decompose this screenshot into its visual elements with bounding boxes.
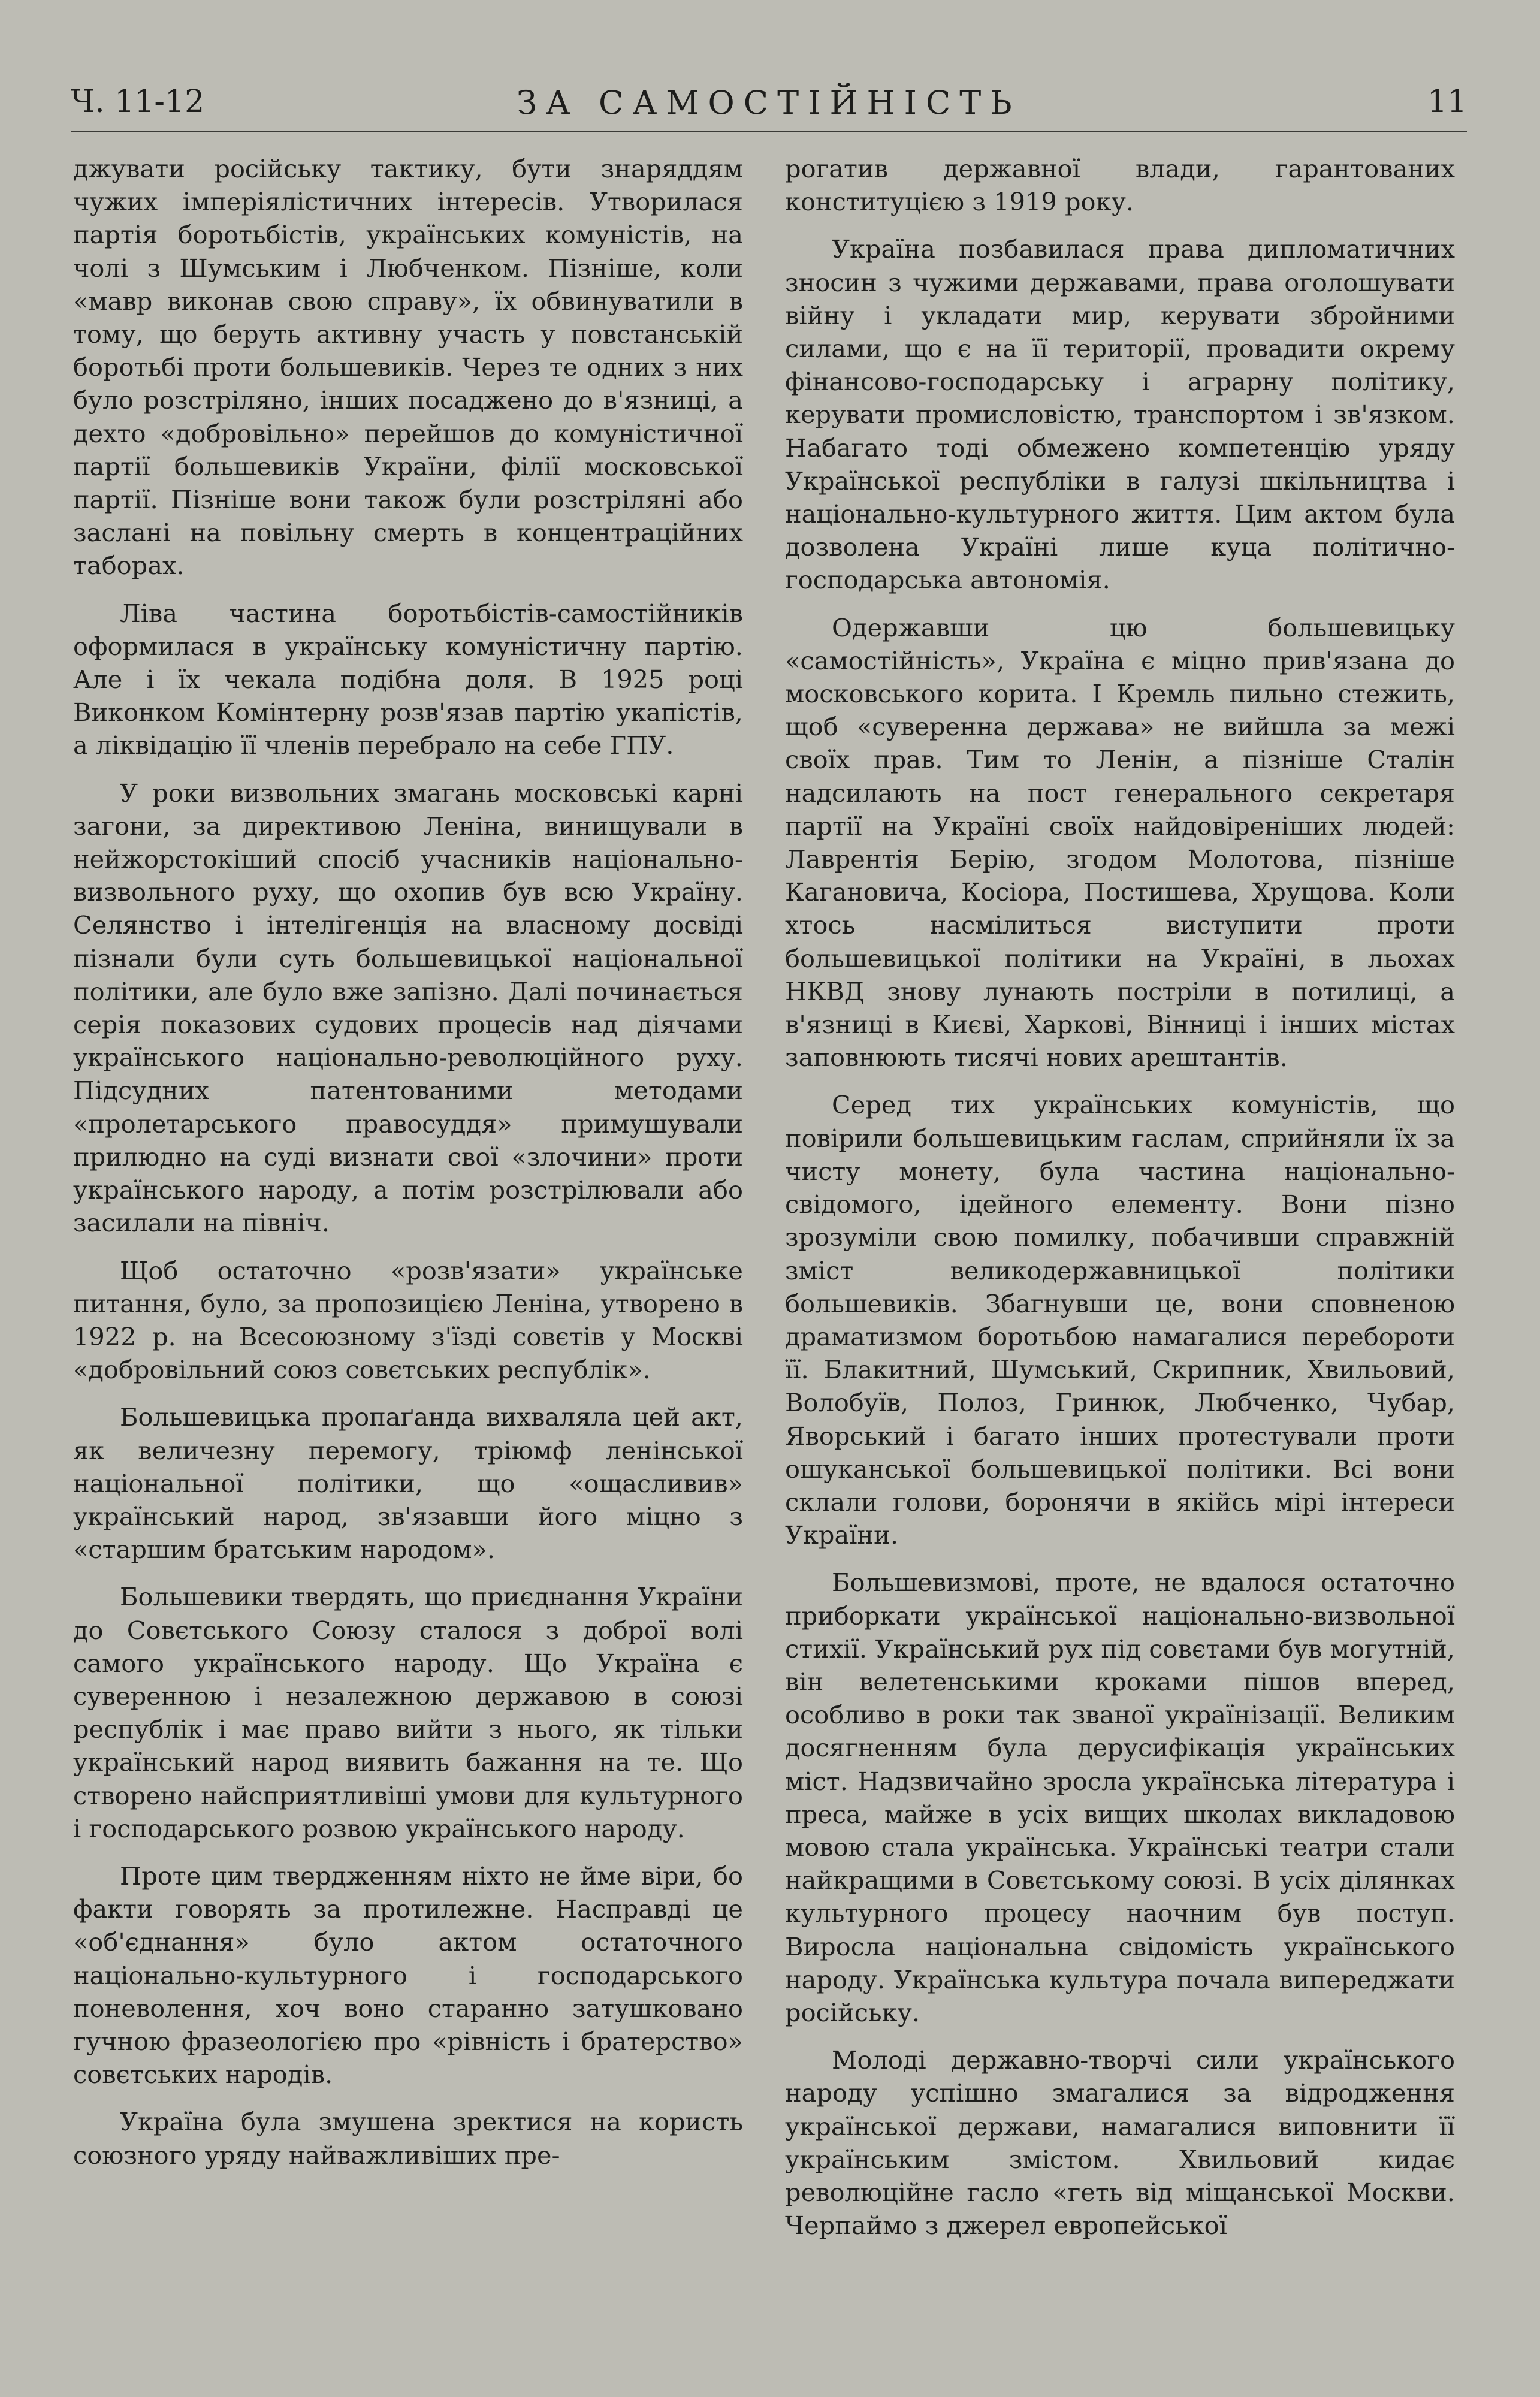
paragraph: Большевики твердять, що приєднання України до Совєтського Союзу сталося з доброї волі самого українського народу. Що Україна є суверенною і незалежною державою в союзі республік і має право вийти з нього, як тільки український народ виявить бажання на те. Що створено найсприятливіші умови для культурного і господарського розвою українського народу. <box>73 1582 743 1843</box>
paragraph: Ліва частина боротьбістів-самостійників оформилася в українську комуністичну партію. Але і їх чекала подібна доля. В 1925 році Виконком Комінтерну розв'язав партію укапістів, а ліквідацію її членів перебрало на себе ГПУ. <box>73 598 743 760</box>
left-column <box>73 152 743 2186</box>
header-rule <box>71 131 1467 132</box>
journal-title: ЗА САМОСТІЙНІСТЬ <box>517 84 1021 122</box>
paragraph: Україна була змушена зректися на користь союзного уряду найважливіших пре- <box>73 2107 743 2170</box>
paragraph: Україна позбавилася права дипломатичних зносин з чужими державами, права оголошувати війну і укладати мир, керувати збройними силами, що є на її території, провадити окрему фінансово-господарську і аграрну політику, керувати промисловістю, транспортом і зв'язком. Набагато тоді обмежено компетенцію уряду Української республіки в галузі шкільництва і національно-культурного життя. Цим актом була дозволена Україні лише куца політично-господарська автономія. <box>785 234 1455 595</box>
issue-number: Ч. 11-12 <box>71 84 205 120</box>
paragraph: Молоді державно-творчі сили українського народу успішно змагалися за відродження української держави, намагалися виповнити її українським змістом. Хвильовий кидає революційне гасло «геть від міщанської Москви. Черпаймо з джерел европейської <box>785 2045 1455 2241</box>
paragraph: Большевицька пропаґанда вихваляла цей акт, як величезну перемогу, тріюмф ленінської національної політики, що «ощасливив» український народ, зв'язавши його міцно з «старшим братським народом». <box>73 1402 743 1565</box>
paragraph: Одержавши цю большевицьку «самостійність», Україна є міцно прив'язана до московського корита. І Кремль пильно стежить, щоб «суверенна держава» не вийшла за межі своїх прав. Тим то Ленін, а пізніше Сталін надсилають на пост генерального секретаря партії на Україні своїх найдовіреніших людей: Лаврентія Берію, згодом Молотова, пізніше Кагановича, Косіора, Постишева, Хрущова. Коли хтось насмілиться виступити проти большевицької політики на Україні, в льохах НКВД знову лунають постріли в потилиці, а в'язниці в Києві, Харкові, Вінниці і інших містах заповнюють тисячі нових арештантів. <box>785 612 1455 1073</box>
paragraph: Серед тих українських комуністів, що повірили большевицьким гаслам, сприйняли їх за чисту монету, була частина національно-свідомого, ідейного елементу. Вони пізно зрозуміли свою помилку, побачивши справжній зміст великодержавницької політики большевиків. Збагнувши це, вони сповненою драматизмом боротьбою намагалися перебороти її. Блакитний, Шумський, Скрипник, Хвильовий, Волобуїв, Полоз, Гринюк, Любченко, Чубар, Яворський і багато інших протестували проти ошуканської большевицької політики. Всі вони склали голови, боронячи в якійсь мірі інтереси України. <box>785 1090 1455 1550</box>
page-header <box>71 84 1467 126</box>
paragraph: Проте цим твердженням ніхто не йме віри, бо факти говорять за протилежне. Насправді це «об'єднання» було актом остаточного національно-культурного і господарського поневолення, хоч воно старанно затушковано гучною фразеологією про «рівність і братерство» совєтських народів. <box>73 1861 743 2090</box>
paragraph: У роки визвольних змагань московські карні загони, за директивою Леніна, винищували в нейжорстокіший спосіб учасників національно-визвольного руху, що охопив був всю Україну. Селянство і інтелігенція на власному досвіді пізнали були суть большевицької національної політики, але було вже запізно. Далі починається серія показових судових процесів над діячами українського національно-революційного руху. Підсудних патентованими методами «пролетарського правосуддя» примушували прилюдно на суді визнати свої «злочини» проти українського народу, а потім розстрілювали або засилали на північ. <box>73 778 743 1238</box>
paragraph: рогатив державної влади, гарантованих конституцією з 1919 року. <box>785 154 1455 217</box>
paragraph: джувати російську тактику, бути знаряддям чужих імперіялістичних інтересів. Утворилася партія боротьбістів, українських комуністів, на чолі з Шумським і Любченком. Пізніше, коли «мавр виконав свою справу», їх обвинуватили в тому, що беруть активну участь у повстанській боротьбі проти большевиків. Через те одних з них було розстріляно, інших посаджено до в'язниці, а дехто «добровільно» перейшов до комуністичної партії большевиків України, філії московської партії. Пізніше вони також були розстріляні або заслані на повільну смерть в концентраційних таборах. <box>73 154 743 581</box>
right-column <box>785 152 1455 2256</box>
paragraph: Большевизмові, проте, не вдалося остаточно приборкати української національно-визвольної стихії. Український рух під совєтами був могутній, він велетенськими кроками пішов вперед, особливо в роки так званої українізації. Великим досягненням була дерусифікація українських міст. Надзвичайно зросла українська література і преса, майже в усіх вищих школах викладовою мовою стала українська. Українські театри стали найкращими в Совєтському союзі. В усіх ділянках культурного процесу наочним був поступ. Виросла національна свідомість українського народу. Українська культура почала випереджати російську. <box>785 1568 1455 2027</box>
page-number: 11 <box>1427 84 1467 120</box>
paragraph: Щоб остаточно «розв'язати» українське питання, було, за пропозицією Леніна, утворено в 1922 р. на Всесоюзному з'їзді совєтів у Москві «добровільний союз совєтських республік». <box>73 1255 743 1385</box>
